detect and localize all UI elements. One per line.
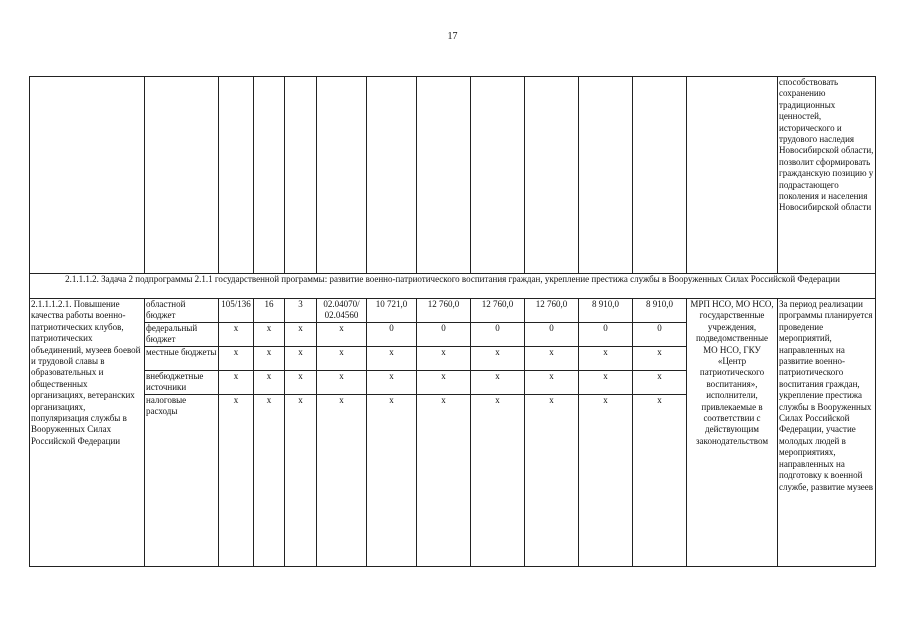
- value-1: 0: [367, 323, 417, 347]
- value-1: x: [367, 347, 417, 371]
- value-3: x: [471, 371, 525, 395]
- expected-results-continued: способствовать сохранению традиционных ценностей, исторического и трудового наследия Новосибирской области, позволит сформировать гражданскую позицию у подрастающего поколения и населения Новосибирской области: [778, 77, 876, 274]
- value-3: 0: [471, 323, 525, 347]
- cell-empty: [30, 77, 145, 274]
- value-2: x: [417, 371, 471, 395]
- rz-code: x: [254, 395, 285, 567]
- task-title: 2.1.1.1.2. Задача 2 подпрограммы 2.1.1 государственной программы: развитие военно-патриотического воспитания граждан, укрепление престижа службы в Вооруженных Силах Российской Федерации: [30, 274, 876, 299]
- pr-code: x: [285, 395, 317, 567]
- cell-empty: [145, 77, 219, 274]
- table-row-task: [30, 274, 876, 299]
- value-5: x: [579, 371, 633, 395]
- value-6: x: [633, 371, 687, 395]
- grbs-code: x: [219, 323, 254, 347]
- cell-empty: [219, 77, 254, 274]
- rz-code: 16: [254, 299, 285, 323]
- funding-source: местные бюджеты: [145, 347, 219, 371]
- pr-code: x: [285, 371, 317, 395]
- value-1: x: [367, 371, 417, 395]
- csr-code: x: [317, 323, 367, 347]
- cell-empty: [633, 77, 687, 274]
- cell-empty: [687, 77, 778, 274]
- value-1: x: [367, 395, 417, 567]
- value-2: x: [417, 347, 471, 371]
- value-3: 12 760,0: [471, 299, 525, 323]
- grbs-code: x: [219, 347, 254, 371]
- value-5: 0: [579, 323, 633, 347]
- rz-code: x: [254, 371, 285, 395]
- csr-code: x: [317, 371, 367, 395]
- csr-code: x: [317, 347, 367, 371]
- value-4: 0: [525, 323, 579, 347]
- value-4: x: [525, 347, 579, 371]
- executors: МРП НСО, МО НСО, государственные учреждения, подведомственные МО НСО, ГКУ «Центр патриотического воспитания», исполнители, привлекаемые в соответствии с действующим законодательством: [687, 299, 778, 567]
- value-3: x: [471, 395, 525, 567]
- rz-code: x: [254, 347, 285, 371]
- value-2: x: [417, 395, 471, 567]
- value-4: x: [525, 395, 579, 567]
- cell-empty: [579, 77, 633, 274]
- value-5: 8 910,0: [579, 299, 633, 323]
- value-6: 0: [633, 323, 687, 347]
- csr-code: x: [317, 395, 367, 567]
- value-2: 0: [417, 323, 471, 347]
- table-row-continuation: [30, 77, 876, 274]
- rz-code: x: [254, 323, 285, 347]
- value-5: x: [579, 395, 633, 567]
- value-3: x: [471, 347, 525, 371]
- cell-empty: [317, 77, 367, 274]
- cell-empty: [525, 77, 579, 274]
- grbs-code: 105/136: [219, 299, 254, 323]
- cell-empty: [471, 77, 525, 274]
- cell-empty: [254, 77, 285, 274]
- pr-code: 3: [285, 299, 317, 323]
- grbs-code: x: [219, 371, 254, 395]
- value-6: x: [633, 347, 687, 371]
- funding-source: внебюджетные источники: [145, 371, 219, 395]
- funding-source: федеральный бюджет: [145, 323, 219, 347]
- value-4: 12 760,0: [525, 299, 579, 323]
- table-row: [30, 299, 876, 323]
- value-6: x: [633, 395, 687, 567]
- expected-results: За период реализации программы планируется проведение мероприятий, направленных на развитие военно-патриотического воспитания граждан, укрепление престижа службы в Вооруженных Силах Российской Федерации, участие молодых людей в мероприятиях, направленных на подготовку к военной службе, развитие музеев: [778, 299, 876, 567]
- value-6: 8 910,0: [633, 299, 687, 323]
- cell-empty: [285, 77, 317, 274]
- measure-name: 2.1.1.1.2.1. Повышение качества работы военно-патриотических клубов, патриотических объединений, музеев боевой и трудовой славы в образовательных и общественных организациях, ветеранских организациях, популяризация службы в Вооруженных Силах Российской Федерации: [30, 299, 145, 567]
- page-number: 17: [447, 31, 458, 42]
- funding-source: областной бюджет: [145, 299, 219, 323]
- cell-empty: [417, 77, 471, 274]
- value-2: 12 760,0: [417, 299, 471, 323]
- program-table: [29, 76, 876, 567]
- value-4: x: [525, 371, 579, 395]
- pr-code: x: [285, 323, 317, 347]
- value-5: x: [579, 347, 633, 371]
- csr-code: 02.04070/ 02.04560: [317, 299, 367, 323]
- grbs-code: x: [219, 395, 254, 567]
- pr-code: x: [285, 347, 317, 371]
- cell-empty: [367, 77, 417, 274]
- value-1: 10 721,0: [367, 299, 417, 323]
- funding-source: налоговые расходы: [145, 395, 219, 567]
